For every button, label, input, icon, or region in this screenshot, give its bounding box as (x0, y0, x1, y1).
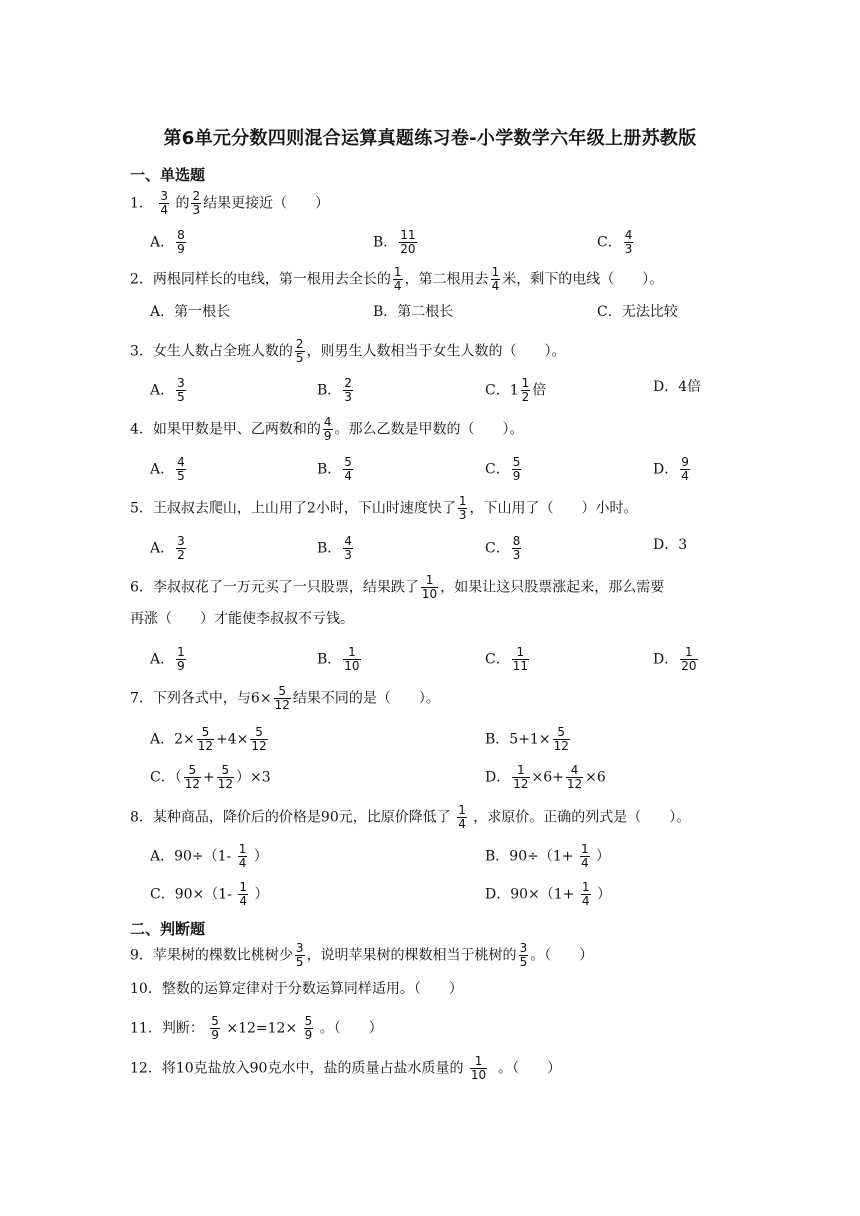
question-8 (130, 804, 690, 831)
fraction-numerator: 2 (192, 189, 201, 203)
option-a[interactable]: A．第一根长 (150, 304, 231, 320)
fraction-numerator: 1 (580, 842, 589, 856)
text-segment: 9． (130, 947, 153, 964)
text-segment: C．（ (150, 769, 182, 786)
question-6 (130, 574, 664, 601)
text-segment: A． (150, 461, 175, 478)
fraction (184, 764, 201, 791)
fraction-denominator: 12 (566, 777, 583, 791)
text-segment: B． (317, 540, 342, 557)
text-segment: +4× (216, 731, 249, 748)
fraction-denominator: 5 (295, 351, 304, 365)
fraction-numerator: 1 (685, 645, 693, 659)
fraction (512, 646, 529, 673)
option-c[interactable]: C．无法比较 (597, 304, 678, 320)
option-a[interactable] (150, 535, 188, 562)
option-b[interactable]: B．第二根长 (373, 304, 454, 320)
fraction-numerator: 5 (201, 725, 210, 739)
fraction (176, 229, 186, 256)
fraction-denominator: 5 (177, 469, 185, 483)
option-d[interactable] (485, 881, 611, 908)
question-number: 1． (130, 195, 153, 212)
text-segment: 女生人数占全班人数的 (152, 343, 293, 360)
option-a[interactable] (150, 377, 188, 404)
fraction-numerator: 3 (295, 941, 304, 955)
text-segment: D． (485, 769, 511, 786)
fraction-numerator: 5 (278, 684, 287, 698)
text-segment: ） (253, 848, 268, 865)
fraction (458, 495, 468, 522)
fraction-denominator: 12 (513, 777, 529, 791)
fraction-denominator: 4 (238, 856, 247, 870)
text-segment: 4． (130, 421, 153, 438)
option-c[interactable] (150, 881, 268, 908)
text-segment: A．2× (150, 731, 195, 748)
fraction (393, 266, 403, 293)
text-segment: 。（ ） (530, 947, 594, 964)
fraction (217, 764, 234, 791)
fraction-numerator: 4 (624, 228, 633, 242)
text-segment: 2． (130, 271, 153, 288)
fraction-denominator: 9 (177, 659, 185, 673)
option-b[interactable] (317, 535, 355, 562)
fraction-numerator: 1 (521, 376, 530, 390)
fraction-denominator: 12 (274, 698, 290, 712)
fraction-numerator: 5 (211, 1014, 219, 1028)
fraction-denominator: 4 (581, 894, 590, 908)
text-segment: ×6 (585, 769, 606, 786)
fraction-numerator: 1 (491, 265, 500, 279)
fraction-denominator: 10 (470, 1068, 487, 1082)
option-c[interactable] (485, 456, 523, 483)
option-c[interactable] (485, 646, 531, 673)
fraction (274, 685, 291, 712)
fraction-numerator: 3 (519, 941, 528, 955)
fraction (159, 190, 169, 217)
text-segment: ）×3 (236, 769, 271, 786)
fraction-numerator: 5 (221, 763, 230, 777)
fraction-denominator: 12 (553, 739, 569, 753)
fraction-denominator: 3 (344, 548, 352, 562)
fraction-numerator: 5 (344, 455, 352, 469)
text-segment: 苹果树的棵数比桃树少 (152, 947, 293, 964)
fraction (210, 1015, 220, 1042)
fraction-numerator: 5 (304, 1014, 313, 1028)
fraction-denominator: 12 (251, 739, 267, 753)
question-text: 结果更接近（ ） (203, 195, 330, 212)
option-a[interactable] (150, 726, 270, 753)
option-a[interactable] (150, 229, 188, 256)
fraction-denominator: 2 (521, 390, 530, 404)
option-c[interactable] (485, 377, 546, 404)
fraction (566, 764, 583, 791)
fraction-numerator: 5 (557, 725, 566, 739)
text-segment: C． (597, 234, 622, 251)
fraction (512, 456, 522, 483)
text-segment: 5． (130, 500, 153, 517)
fraction (581, 881, 591, 908)
fraction-numerator: 1 (458, 494, 467, 508)
option-d[interactable]: D．4倍 (653, 379, 702, 395)
text-segment: 。（ ） (498, 1060, 562, 1077)
fraction-denominator: 3 (192, 203, 201, 217)
text-segment: 两根同样长的电线，第一根用去全长的 (152, 271, 391, 288)
text-segment: 11． (130, 1020, 162, 1037)
fraction (680, 646, 697, 673)
fraction-numerator: 8 (512, 534, 521, 548)
fraction-denominator: 12 (184, 777, 200, 791)
fraction-numerator: 2 (344, 376, 352, 390)
fraction-numerator: 5 (512, 455, 521, 469)
fraction (553, 726, 570, 753)
text-segment: B．5+1× (485, 731, 551, 748)
fraction-denominator: 3 (624, 242, 633, 256)
text-segment: A． (150, 382, 175, 399)
question-11 (130, 1015, 383, 1042)
question-7 (130, 685, 440, 712)
fraction-denominator: 9 (177, 242, 185, 256)
option-d[interactable] (485, 764, 606, 791)
fraction-denominator: 10 (344, 659, 360, 673)
fraction-numerator: 1 (581, 880, 590, 894)
fraction-numerator: 1 (517, 763, 525, 777)
fraction (680, 456, 690, 483)
fraction-denominator: 9 (304, 1028, 313, 1042)
option-b[interactable] (485, 726, 572, 753)
text-segment: 12． (130, 1060, 162, 1077)
text-segment: A． (150, 540, 175, 557)
fraction-numerator: 11 (400, 228, 416, 242)
fraction-denominator: 5 (295, 955, 304, 969)
fraction-denominator: 3 (512, 548, 521, 562)
fraction (197, 726, 214, 753)
fraction (580, 843, 590, 870)
text-segment: 李叔叔花了一万元买了一只股票，结果跌了 (152, 579, 419, 596)
fraction (491, 266, 501, 293)
text-segment: ，则男生人数相当于女生人数的（ ）。 (306, 343, 566, 360)
text-segment: ） (596, 886, 611, 903)
fraction-denominator: 9 (323, 429, 332, 443)
fraction (176, 535, 186, 562)
question-12 (130, 1055, 561, 1082)
fraction-denominator: 3 (344, 390, 352, 404)
option-d[interactable]: D．3 (653, 537, 688, 553)
option-d[interactable] (653, 456, 692, 483)
fraction (399, 229, 416, 256)
text-segment: ） (596, 848, 611, 865)
text-segment: B． (373, 234, 398, 251)
text-segment: C．90×（1- (150, 886, 232, 903)
fraction (624, 229, 634, 256)
fraction-numerator: 9 (681, 455, 689, 469)
question-text: 的 (175, 195, 190, 212)
fraction-denominator: 4 (580, 856, 589, 870)
text-segment: 整数的运算定律对于分数运算同样适用。（ ） (161, 981, 463, 997)
fraction (470, 1055, 487, 1082)
text-segment: ，下山用了（ ）小时。 (469, 500, 638, 517)
text-segment: 结果不同的是（ ）。 (292, 690, 440, 707)
text-segment: C． (485, 651, 510, 668)
question-1 (130, 190, 329, 217)
question-6-continued: 再涨（ ）才能使李叔叔不亏钱。 (130, 611, 354, 627)
fraction-denominator: 11 (512, 659, 528, 673)
fraction-numerator: 3 (177, 534, 185, 548)
fraction (191, 190, 201, 217)
text-segment: 。（ ） (319, 1020, 383, 1037)
text-segment: A． (150, 234, 175, 251)
section-heading-true-false: 二、判断题 (130, 920, 206, 938)
fraction (323, 416, 333, 443)
option-a[interactable] (150, 456, 188, 483)
text-segment: ，如果让这只股票涨起来，那么需要 (440, 579, 665, 596)
fraction-denominator: 9 (211, 1028, 219, 1042)
fraction-denominator: 12 (217, 777, 234, 791)
fraction (238, 843, 248, 870)
text-segment: D． (653, 461, 679, 478)
text-segment: + (203, 769, 215, 786)
option-c[interactable] (597, 229, 635, 256)
question-5 (130, 495, 637, 522)
fraction (176, 646, 186, 673)
text-segment: 8． (130, 809, 153, 826)
text-segment: 判断： (161, 1020, 204, 1037)
text-segment: A． (150, 651, 175, 668)
option-a[interactable] (150, 646, 188, 673)
section-heading-single-choice: 一、单选题 (130, 166, 206, 184)
fraction-numerator: 4 (570, 763, 579, 777)
fraction-denominator: 4 (393, 279, 402, 293)
fraction-numerator: 1 (474, 1054, 483, 1068)
fraction (512, 764, 529, 791)
text-segment: ） (254, 886, 269, 903)
text-segment: B． (317, 461, 342, 478)
fraction-denominator: 4 (344, 469, 352, 483)
text-segment: D． (653, 651, 679, 668)
question-4 (130, 416, 524, 443)
fraction-denominator: 4 (160, 203, 169, 217)
fraction (521, 377, 531, 404)
fraction-numerator: 4 (323, 415, 332, 429)
fraction (421, 574, 438, 601)
fraction-numerator: 3 (160, 189, 169, 203)
fraction-numerator: 5 (188, 763, 197, 777)
option-d[interactable] (653, 646, 700, 673)
fraction-numerator: 1 (393, 265, 402, 279)
question-10 (130, 979, 463, 999)
text-segment: C． (485, 540, 510, 557)
question-2 (130, 266, 663, 293)
fraction (343, 377, 353, 404)
fraction (304, 1015, 314, 1042)
text-segment: D．90×（1+ (485, 886, 575, 903)
page-title: 第6单元分数四则混合运算真题练习卷-小学数学六年级上册苏教版 (163, 128, 697, 149)
fraction-numerator: 3 (177, 376, 185, 390)
text-segment: ，第二根用去 (404, 271, 489, 288)
question-3 (130, 338, 566, 365)
fraction-numerator: 5 (255, 725, 263, 739)
question-9 (130, 942, 593, 969)
text-segment: 将10克盐放入90克水中，盐的质量占盐水质量的 (161, 1060, 464, 1077)
text-segment: 下列各式中，与6× (152, 690, 272, 707)
text-segment: 10． (130, 981, 162, 997)
fraction-numerator: 1 (425, 573, 434, 587)
fraction-denominator: 9 (512, 469, 521, 483)
text-segment: 王叔叔去爬山，上山用了2小时，下山时速度快了 (152, 500, 456, 517)
fraction (343, 456, 353, 483)
option-b[interactable] (373, 229, 419, 256)
text-segment: 3． (130, 343, 153, 360)
text-segment: 。那么乙数是甲数的（ ）。 (334, 421, 524, 438)
fraction (176, 377, 186, 404)
text-segment: 倍 (532, 382, 547, 399)
fraction-denominator: 20 (681, 659, 697, 673)
fraction-numerator: 1 (516, 645, 525, 659)
fraction (343, 646, 360, 673)
fraction-numerator: 2 (295, 337, 304, 351)
fraction (176, 456, 186, 483)
fraction (295, 942, 305, 969)
option-b[interactable] (485, 843, 610, 870)
fraction-numerator: 8 (177, 228, 185, 242)
fraction-denominator: 4 (458, 817, 466, 831)
fraction (519, 942, 529, 969)
fraction-numerator: 4 (177, 455, 185, 469)
fraction (512, 535, 522, 562)
fraction-numerator: 4 (344, 534, 352, 548)
text-segment: ，说明苹果树的棵数相当于桃树的 (306, 947, 517, 964)
fraction-denominator: 3 (458, 508, 467, 522)
fraction-denominator: 5 (177, 390, 185, 404)
text-segment: 如果甲数是甲、乙两数和的 (152, 421, 321, 438)
text-segment: B．90÷（1+ (485, 848, 574, 865)
fraction-numerator: 1 (238, 842, 247, 856)
text-segment: C．1 (485, 382, 519, 399)
text-segment: 6． (130, 579, 153, 596)
text-segment: B． (317, 382, 342, 399)
fraction-numerator: 1 (239, 880, 247, 894)
fraction-denominator: 4 (681, 469, 689, 483)
option-a[interactable] (150, 843, 268, 870)
text-segment: 某种商品，降价后的价格是90元，比原价降低了 (152, 809, 451, 826)
fraction-numerator: 1 (177, 645, 185, 659)
fraction (295, 338, 305, 365)
text-segment: 7． (130, 690, 153, 707)
fraction-denominator: 12 (197, 739, 214, 753)
option-b[interactable] (317, 377, 355, 404)
option-b[interactable] (317, 646, 363, 673)
fraction (238, 881, 248, 908)
text-segment: ×12=12× (226, 1020, 298, 1037)
text-segment: C． (485, 461, 510, 478)
text-segment: ×6+ (531, 769, 564, 786)
fraction-denominator: 10 (421, 587, 438, 601)
text-segment: B． (317, 651, 342, 668)
fraction (250, 726, 267, 753)
fraction-denominator: 4 (239, 894, 247, 908)
text-segment: A．90÷（1- (150, 848, 232, 865)
fraction-numerator: 1 (348, 645, 356, 659)
option-c[interactable] (150, 764, 271, 791)
fraction-numerator: 1 (458, 803, 466, 817)
fraction-denominator: 2 (177, 548, 185, 562)
fraction-denominator: 20 (400, 242, 416, 256)
fraction (343, 535, 353, 562)
option-b[interactable] (317, 456, 355, 483)
fraction-denominator: 5 (519, 955, 528, 969)
text-segment: 米，剩下的电线（ ）。 (502, 271, 664, 288)
text-segment: ，求原价。正确的列式是（ ）。 (473, 809, 691, 826)
fraction (457, 804, 467, 831)
fraction-denominator: 4 (491, 279, 500, 293)
option-c[interactable] (485, 535, 523, 562)
